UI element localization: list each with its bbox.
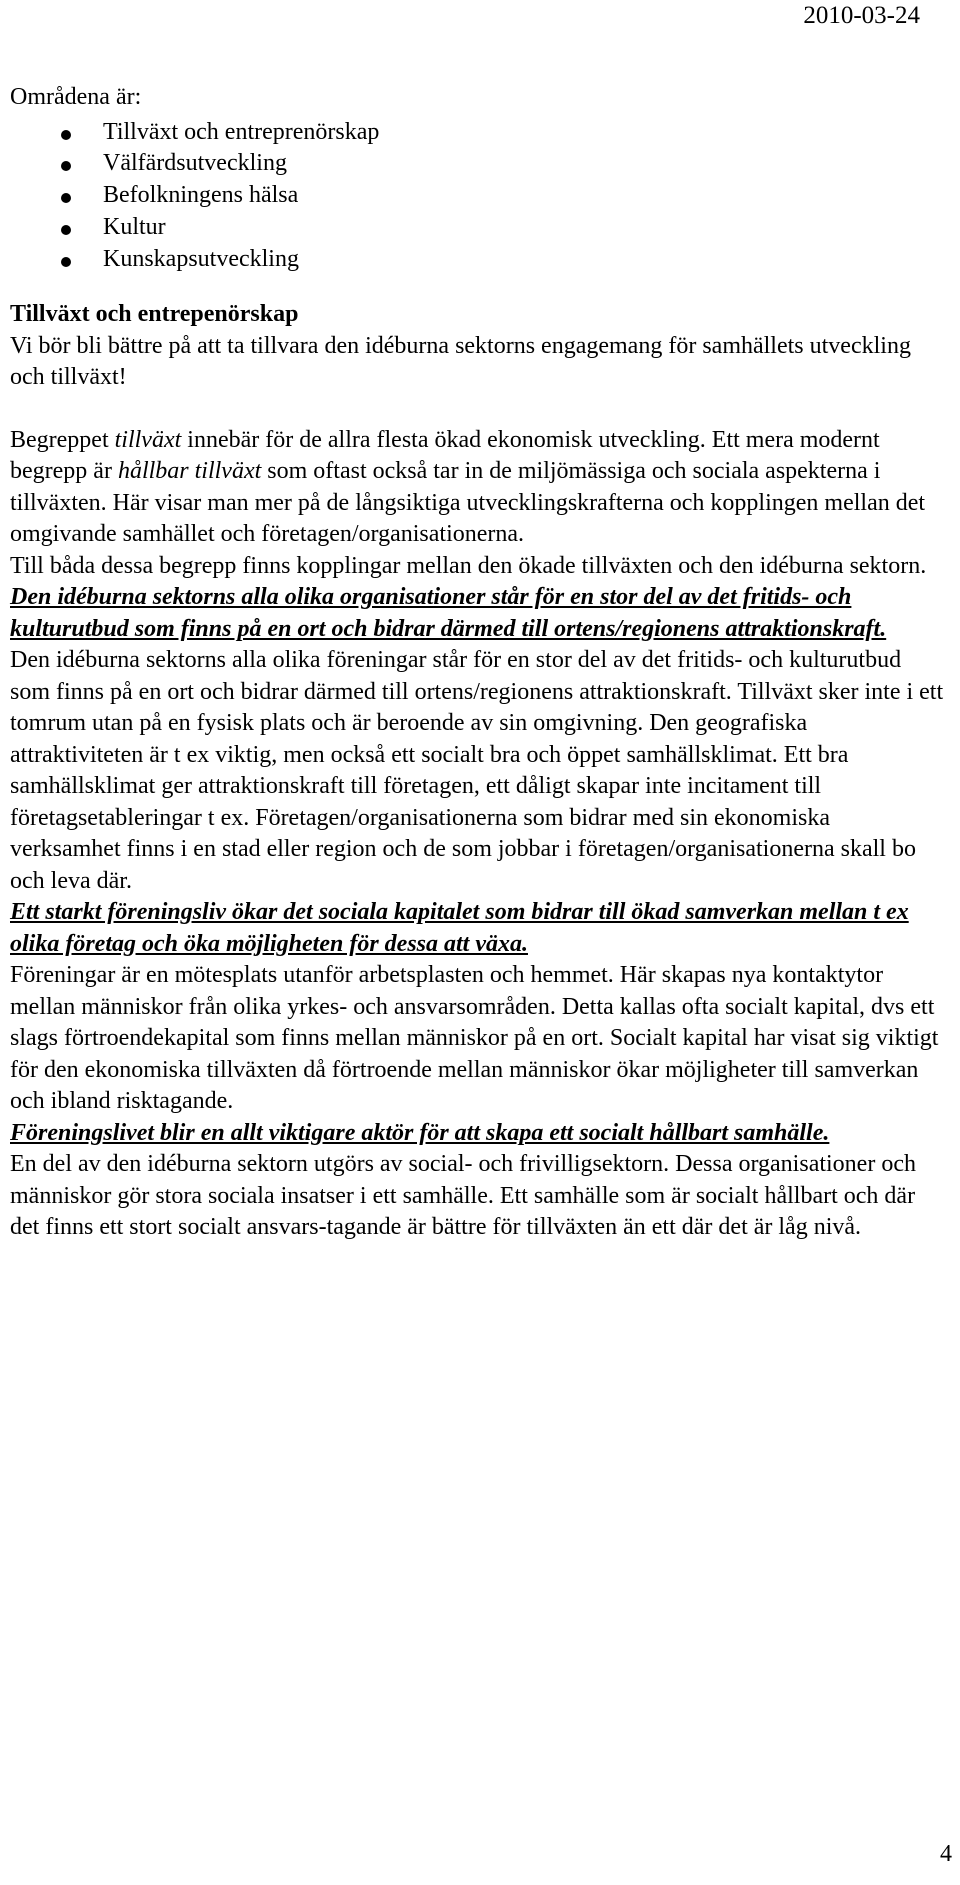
section-heading-ideburna: Den idéburna sektorns alla olika organisationer står för en stor del av det fritids- och kulturutbud som finns på en ort och bidrar därmed till ortens/regionens attraktionskraft. bbox=[10, 584, 887, 642]
list-item: Tillväxt och entreprenörskap bbox=[10, 117, 945, 149]
document-date: 2010-03-24 bbox=[803, 2, 920, 29]
areas-intro: Områdena är: bbox=[10, 84, 142, 110]
paragraph: Begreppet tillväxt innebär för de allra flesta ökad ekonomisk utveckling. Ett mera modernt begrepp är hållbar tillväxt som oftast också tar in de miljömässiga och sociala aspekterna i tillväxten. Här visar man mer på de långsiktiga utvecklingskrafterna och kopplingen mellan det omgivande samhället och företagen/organisationerna. bbox=[10, 426, 926, 548]
section-heading-tillvaxt: Tillväxt och entrepenörskap bbox=[10, 301, 299, 328]
paragraph: En del av den idéburna sektorn utgörs av social- och frivilligsektorn. Dessa organisationer och människor gör stora sociala insatser i ett samhälle. Ett samhälle som är socialt hållbart och där det finns ett stort socialt ansvars-tagande är bättre för tillväxten än ett där det är låg nivå. bbox=[10, 1151, 916, 1241]
bullet-icon bbox=[61, 225, 71, 235]
bullet-icon bbox=[61, 193, 71, 203]
list-item: Kultur bbox=[10, 212, 945, 244]
term-hallbar-tillvaxt: hållbar tillväxt bbox=[117, 458, 262, 485]
list-item: Välfärdsutveckling bbox=[10, 148, 945, 180]
list-item: Kunskapsutveckling bbox=[10, 244, 945, 276]
paragraph: Till båda dessa begrepp finns kopplingar mellan den ökade tillväxten och den idéburna sektorn. bbox=[10, 552, 927, 579]
page-number: 4 bbox=[940, 1841, 952, 1867]
document-body bbox=[10, 82, 945, 1244]
section-heading-hallbart: Föreningslivet blir en allt viktigare aktör för att skapa ett socialt hållbart samhälle. bbox=[10, 1119, 830, 1146]
paragraph: Föreningar är en mötesplats utanför arbetsplasten och hemmet. Här skapas nya kontaktytor mellan människor från olika yrkes- och ansvarsområden. Detta kallas ofta socialt kapital, dvs ett slags förtroendekapital som finns mellan människor på en ort. Socialt kapital har visat sig viktigt för den ekonomiska tillväxten då förtroende mellan människor ökar möjligheter till samverkan och ibland risktagande. bbox=[10, 962, 939, 1115]
bullet-icon bbox=[61, 257, 71, 267]
areas-list bbox=[10, 117, 945, 276]
bullet-icon bbox=[61, 130, 71, 140]
paragraph: Den idéburna sektorns alla olika föreningar står för en stor del av det fritids- och kulturutbud som finns på en ort och bidrar därmed till ortens/regionens attraktionskraft. Tillväxt sker inte i ett tomrum utan på en fysisk plats och är beroende av sin omgivning. Den geografiska attraktiviteten är t ex viktig, men också ett socialt bra och öppet samhällsklimat. Ett bra samhällsklimat ger attraktionskraft till företagen, ett dåligt skapar inte incitament till företagsetableringar t ex. Företagen/organisationerna som bidrar med sin ekonomiska verksamhet finns i en stad eller region och de som jobbar i företagen/organisationerna skall bo och leva där. bbox=[10, 647, 944, 894]
list-item: Befolkningens hälsa bbox=[10, 180, 945, 212]
paragraph: Vi bör bli bättre på att ta tillvara den idéburna sektorns engagemang för samhällets utveckling och tillväxt! bbox=[10, 332, 911, 391]
bullet-icon bbox=[61, 161, 71, 171]
term-tillvaxt: tillväxt bbox=[114, 426, 182, 453]
section-heading-foreningsliv: Ett starkt föreningsliv ökar det sociala kapitalet som bidrar till ökad samverkan mellan t ex olika företag och öka möjligheten för dessa att växa. bbox=[10, 899, 909, 957]
